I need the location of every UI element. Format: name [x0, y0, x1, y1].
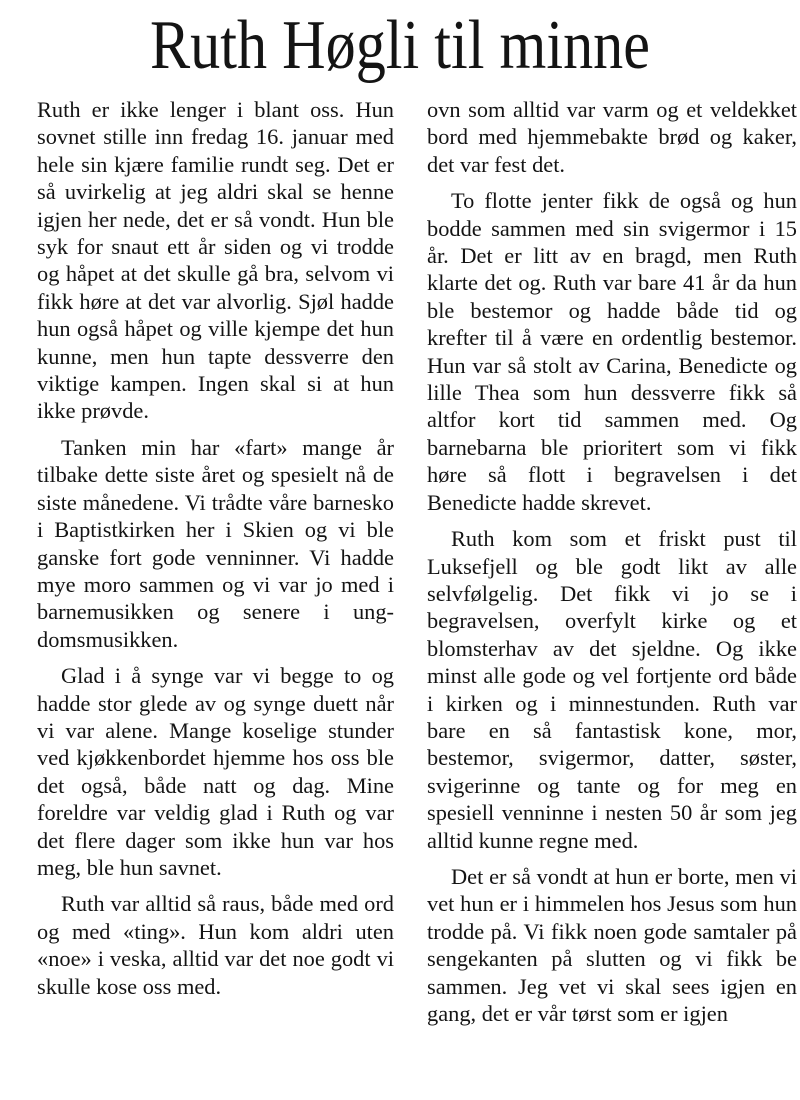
paragraph: Det er så vondt at hun er borte, men vi vet hun er i himmelen hos Jesus som hun trodde på. Vi fikk noen gode samtaler på sengekanten på slutten og vi fikk be sammen. Jeg vet vi skal sees igjen en gang, det er vår tørst som er igjen — [427, 863, 797, 1026]
paragraph: Ruth er ikke lenger i blant oss. Hun sovnet stille inn fredag 16. januar med hele sin kjære familie rundt seg. Det er så uvirkelig at jeg aldri skal se henne igjen her nede, det er så vondt. Hun ble syk for snaut ett år siden og vi trodde og håpet at det skulle gå bra, selvom vi fikk høre at det var alvorlig. Sjøl hadde hun også håpet og ville kjempe det hun kunne, men hun tapte dessverre den viktige kampen. Ingen skal si at hun ikke prøvde. — [37, 97, 394, 424]
article-column-left — [37, 96, 394, 1100]
paragraph: Ruth var alltid så raus, både med ord og med «ting». Hun kom aldri uten «noe» i veska, alltid var det noe godt vi skulle kose oss med. — [37, 891, 394, 999]
paragraph: ovn som alltid var varm og et veldekket bord med hjemmebakte brød og kaker, det var fest det. — [427, 97, 797, 177]
paragraph: Glad i å synge var vi begge to og hadde stor glede av og synge duett når vi var alene. Mange koselige stunder ved kjøkkenbordet hjemme hos oss ble det også, både natt og dag. Mine foreldre var veldig glad i Ruth og var det flere dager som ikke hun var hos meg, ble hun savnet. — [37, 663, 394, 880]
paragraph: Ruth kom som et friskt pust til Luksefjell og ble godt likt av alle selvfølgelig. Det fikk vi jo se i begravelsen, overfylt kirke og et blomsterhav av det sjeldne. Og ikke minst alle gode og vel fortjente ord både i kirken og i minnestunden. Ruth var bare en så fantastisk kone, mor, bestemor, svigermor, datter, søster, svigerinne og tante og for meg en spesiell venninne i nesten 50 år som jeg alltid kunne regne med. — [427, 526, 797, 853]
article-column-right — [427, 96, 797, 1100]
paragraph: To flotte jenter fikk de også og hun bodde sammen med sin svigermor i 15 år. Det er litt av en bragd, men Ruth klarte det og. Ruth var bare 41 år da hun ble bestemor og hadde både tid og krefter til å være en ordentlig bestemor. Hun var så stolt av Carina, Benedicte og lille Thea som hun dessverre fikk så altfor kort tid sammen med. Og barnebarna ble prioritert som vi fikk høre så flott i begravelsen i det Benedicte hadde skrevet. — [427, 188, 797, 515]
paragraph: Tanken min har «fart» mange år tilbake dette siste året og spesielt nå de siste månedene. Vi trådte våre barnesko i Baptistkirken her i Skien og vi ble ganske fort gode venninner. Vi hadde mye moro sammen og vi var jo med i barnemusikken og senere i ungdomsmusikken. — [37, 434, 394, 652]
article-title: Ruth Høgli til minne — [149, 7, 651, 84]
